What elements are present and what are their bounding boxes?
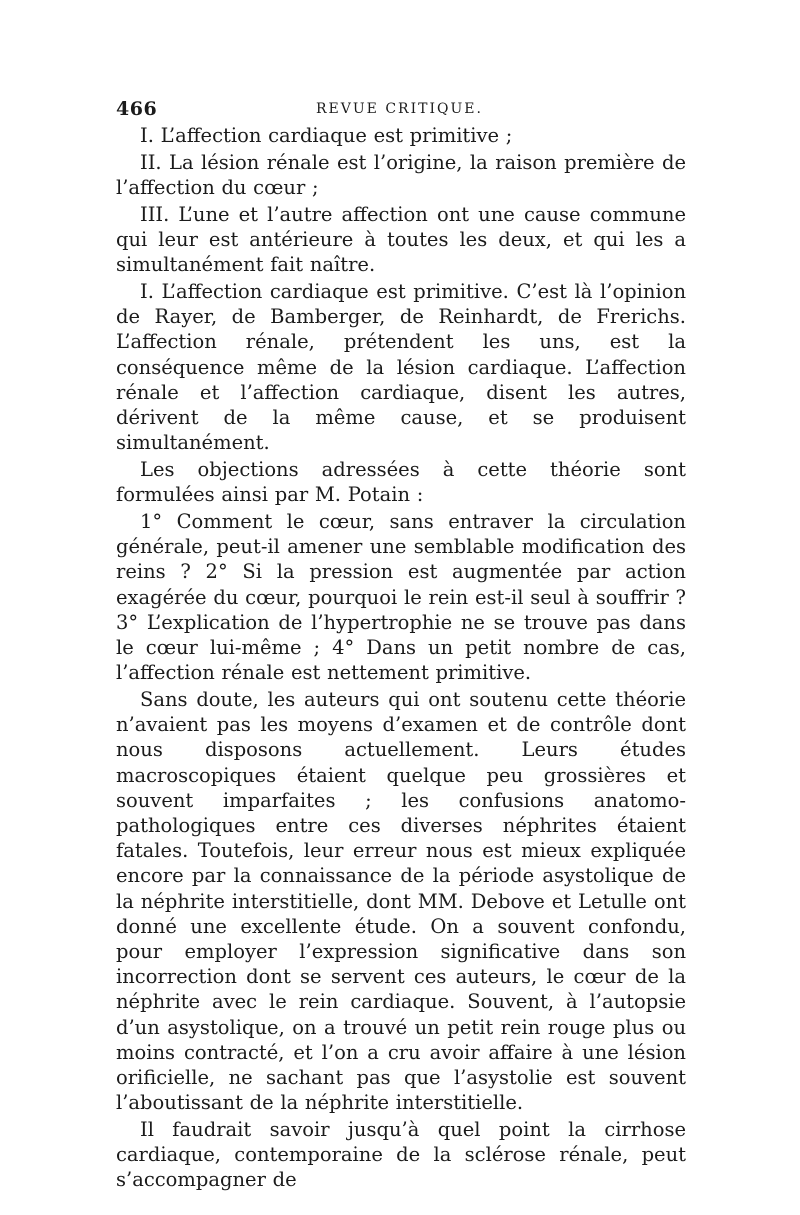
body-text	[116, 123, 686, 1194]
paragraph: Il faudrait savoir jusqu’à quel point la cirrhose cardiaque, contemporaine de la sclérose rénale, peut s’accompagner de	[116, 1118, 686, 1192]
paragraph: 1° Comment le cœur, sans entraver la circulation générale, peut-il amener une semblable modification des reins ? 2° Si la pression est augmentée par action exagérée du cœur, pourquoi le rein est-il seul à souffrir ? 3° L’explication de l’hypertrophie ne se trouve pas dans le cœur lui-même ; 4° Dans un petit nombre de cas, l’affection rénale est nettement primitive.	[116, 510, 686, 685]
paragraph: Les objections adressées à cette théorie sont formulées ainsi par M. Potain :	[116, 458, 686, 507]
paragraph: III. L’une et l’autre affection ont une cause commune qui leur est antérieure à toutes les deux, et qui les a simultanément fait naître.	[116, 202, 686, 277]
paragraph: I. L’affection cardiaque est primitive. C’est là l’opinion de Rayer, de Bamberger, de Reinhardt, de Frerichs. L’affection rénale, prétendent les uns, est la conséquence même de la lésion cardiaque. L’affection rénale et l’affection cardiaque, disent les autres, dérivent de la même cause, et se produisent simultanément.	[116, 280, 686, 455]
running-head	[116, 98, 686, 126]
paragraph: II. La lésion rénale est l’origine, la raison première de l’affection du cœur ;	[116, 150, 686, 199]
paragraph: Sans doute, les auteurs qui ont soutenu cette théorie n’avaient pas les moyens d’examen et de contrôle dont nous disposons actuellement. Leurs études macroscopiques étaient quelque peu grossières et souvent imparfaites ; les confusions anatomo-pathologiques entre ces diverses néphrites étaient fatales. Toutefois, leur erreur nous est mieux expliquée encore par la connaissance de la période asystolique de la néphrite interstitielle, dont MM. Debove et Letulle ont donné une excellente étude. On a souvent confondu, pour employer l’expression significative dans son incorrection dont se servent ces auteurs, le cœur de la néphrite avec le rein cardiaque. Souvent, à l’autopsie d’un asystolique, on a trouvé un petit rein rouge plus ou moins contracté, et l’on a cru avoir affaire à une lésion orificielle, ne sachant pas que l’asystolie est souvent l’aboutissant de la néphrite interstitielle.	[116, 688, 686, 1115]
running-title: REVUE CRITIQUE.	[316, 101, 483, 117]
paragraph: I. L’affection cardiaque est primitive ;	[140, 124, 513, 147]
page-number: 466	[116, 98, 158, 120]
